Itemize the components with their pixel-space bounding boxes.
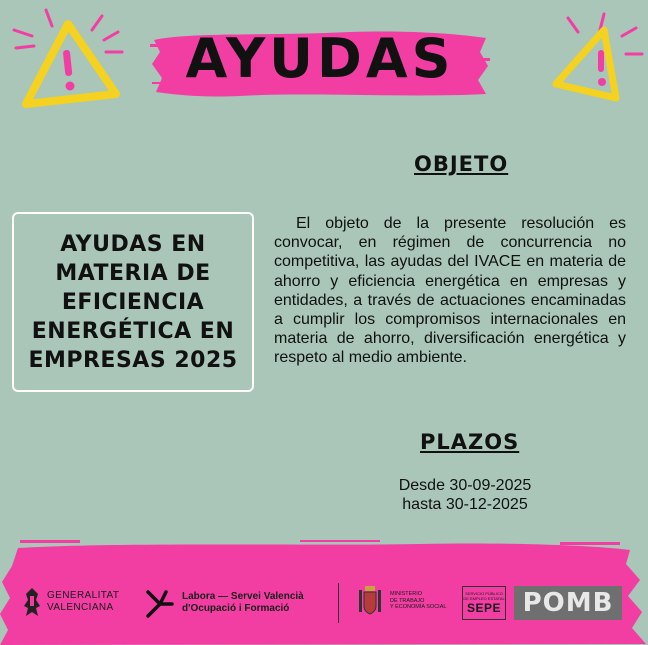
plazos-heading: PLAZOS [420,430,520,454]
sepe-logo [462,586,506,620]
objeto-text: El objeto de la presente resolución es convocar, en régimen de concurrencia no competitiva, las ayudas del IVACE en materia de ahorro y eficiencia energética en empresas y entidades, a través de actuaciones encaminadas a cumplir los compromisos internacionales en materia de ahorro, diversificación energética y respeto al medio ambiente. [274,215,626,367]
warning-triangle-icon [6,2,136,114]
page-title: AYUDAS [185,27,455,90]
plazos-text [360,476,570,514]
plazos-hasta: hasta 30-12-2025 [402,496,528,513]
pomb-logo [514,586,622,620]
ministerio-logo [356,584,450,618]
program-box [12,212,254,392]
sepe-tag: SERVICIO PÚBLICO DE EMPLEO ESTATAL [463,591,505,601]
ministerio-line3: Y ECONOMÍA SOCIAL [390,604,447,611]
labora-arrows-icon [144,588,174,618]
program-title: AYUDAS EN MATERIA DE EFICIENCIA ENERGÉTICA EN EMPRESAS 2025 [28,231,238,373]
pomb-name: POMB [522,588,614,618]
warning-triangle-icon [548,10,648,110]
footer-divider [338,583,339,623]
generalitat-valenciana-logo [22,586,119,618]
sepe-name: SEPE [466,601,501,615]
labora-line2: d'Ocupació i Formació [182,603,290,614]
gva-line2: VALENCIANA [47,602,114,613]
labora-logo [144,588,304,618]
plazos-desde: Desde 30-09-2025 [398,477,532,494]
ministerio-line1: MINISTERIO [390,591,423,598]
bat-crest-icon [22,586,42,618]
gva-line1: GENERALITAT [47,590,120,601]
labora-line1: Labora — Servei Valencià [182,591,304,602]
ministerio-line2: DE TRABAJO [390,597,425,604]
objeto-heading: OBJETO [414,152,509,176]
spain-coat-of-arms-icon [356,584,384,618]
